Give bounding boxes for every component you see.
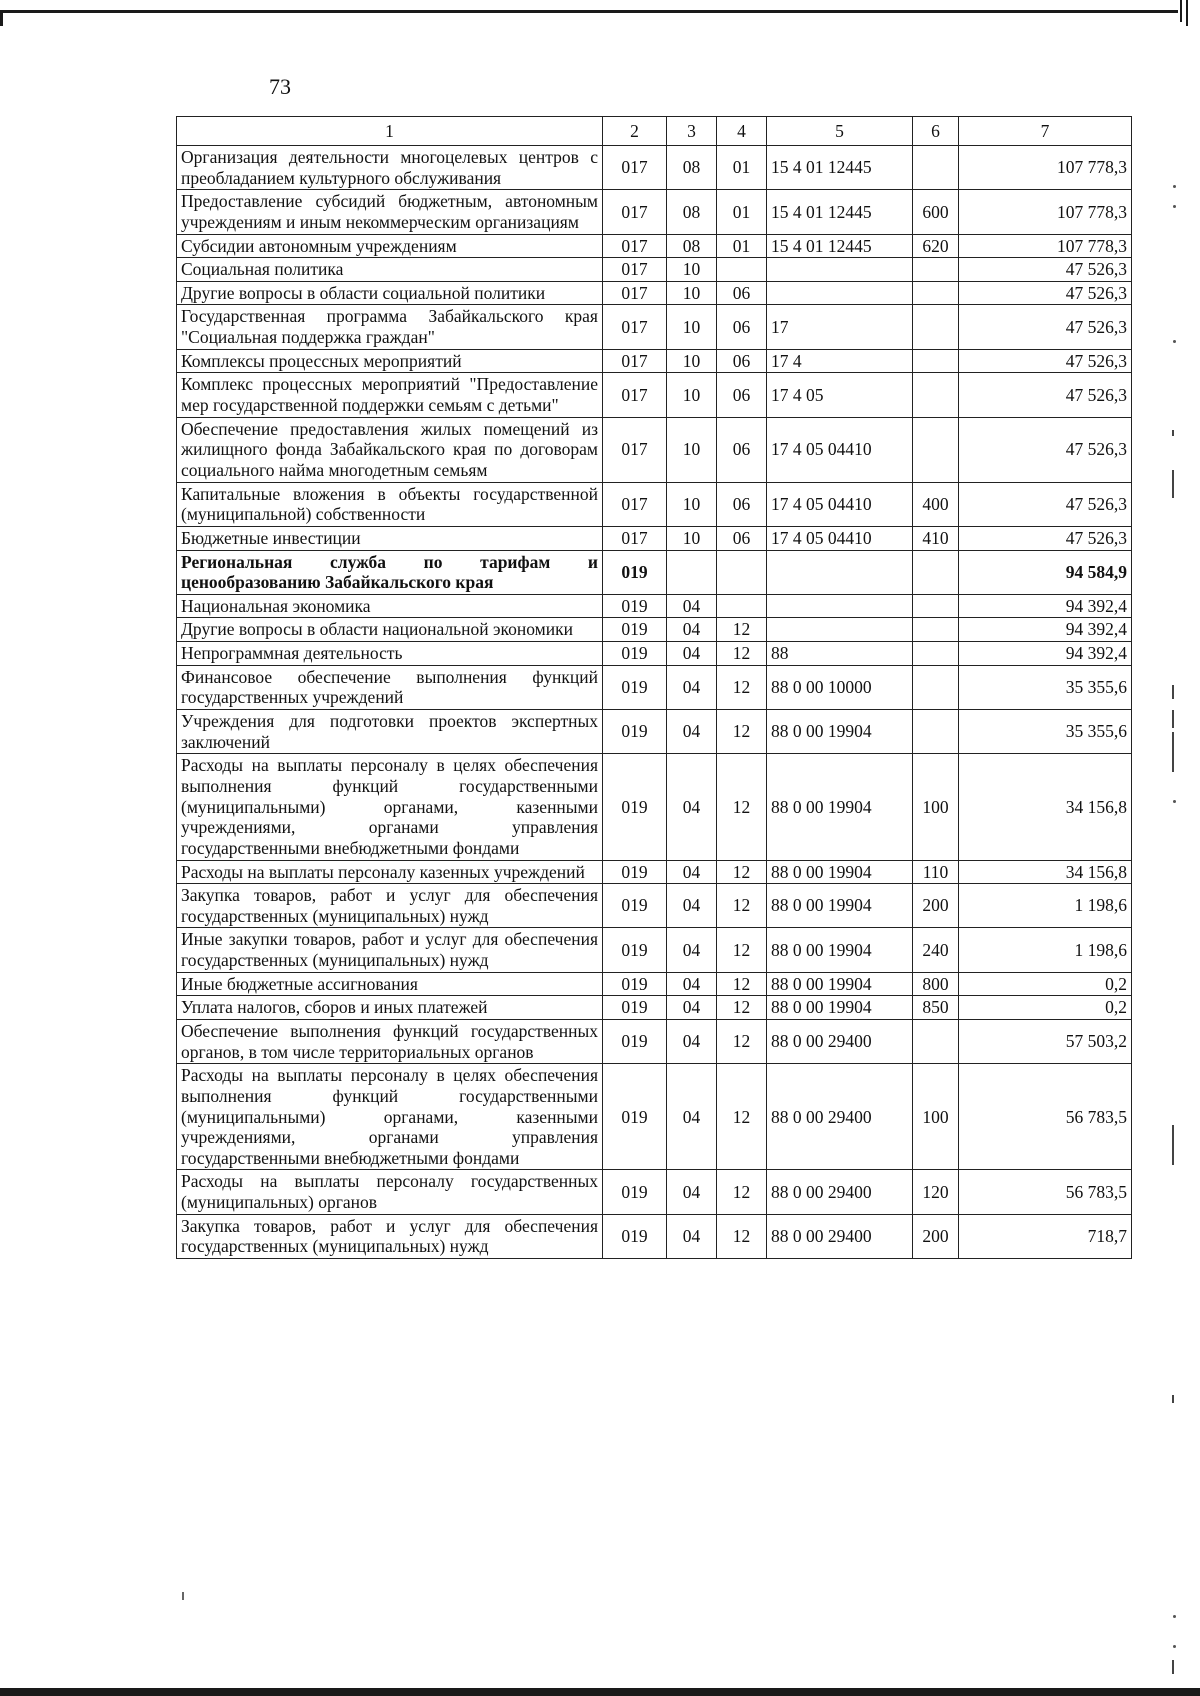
row-ministry-code-cell: 019 xyxy=(603,996,667,1020)
row-section-cell: 10 xyxy=(667,526,717,550)
row-expense-type-cell xyxy=(913,550,959,594)
row-ministry-code-cell: 019 xyxy=(603,1064,667,1170)
row-expense-type-cell xyxy=(913,305,959,349)
row-name-cell: Иные бюджетные ассигнования xyxy=(177,972,603,996)
table-row xyxy=(177,754,1132,860)
header-col-2: 2 xyxy=(603,117,667,146)
row-name-cell: Социальная политика xyxy=(177,258,603,282)
row-expense-type-cell: 600 xyxy=(913,190,959,234)
row-ministry-code-cell: 019 xyxy=(603,1019,667,1063)
table-row xyxy=(177,1019,1132,1063)
row-name-cell: Комплекс процессных мероприятий "Предоставление мер государственной поддержки семьям с детьми" xyxy=(177,373,603,417)
row-subsection-cell: 06 xyxy=(717,305,767,349)
table-row xyxy=(177,594,1132,618)
row-ministry-code-cell: 019 xyxy=(603,884,667,928)
row-amount-cell: 47 526,3 xyxy=(959,349,1132,373)
row-amount-cell: 47 526,3 xyxy=(959,526,1132,550)
row-subsection-cell: 12 xyxy=(717,996,767,1020)
row-section-cell: 04 xyxy=(667,1170,717,1214)
row-section-cell: 10 xyxy=(667,373,717,417)
row-name-cell: Уплата налогов, сборов и иных платежей xyxy=(177,996,603,1020)
row-expense-type-cell xyxy=(913,373,959,417)
table-row xyxy=(177,281,1132,305)
row-subsection-cell: 12 xyxy=(717,1019,767,1063)
row-target-item-cell: 17 4 05 04410 xyxy=(767,417,913,482)
row-expense-type-cell: 800 xyxy=(913,972,959,996)
table-row xyxy=(177,190,1132,234)
scan-artifact xyxy=(1173,205,1176,208)
header-col-6: 6 xyxy=(913,117,959,146)
row-expense-type-cell xyxy=(913,417,959,482)
header-col-5: 5 xyxy=(767,117,913,146)
row-amount-cell: 94 392,4 xyxy=(959,642,1132,666)
scan-artifact xyxy=(1172,685,1174,699)
row-target-item-cell xyxy=(767,258,913,282)
row-amount-cell: 1 198,6 xyxy=(959,928,1132,972)
row-subsection-cell: 12 xyxy=(717,1214,767,1258)
table-row xyxy=(177,417,1132,482)
row-section-cell: 04 xyxy=(667,710,717,754)
row-expense-type-cell: 110 xyxy=(913,860,959,884)
row-target-item-cell: 88 0 00 19904 xyxy=(767,928,913,972)
row-subsection-cell: 12 xyxy=(717,884,767,928)
row-amount-cell: 718,7 xyxy=(959,1214,1132,1258)
table-row xyxy=(177,642,1132,666)
table-row xyxy=(177,1064,1132,1170)
scan-artifact xyxy=(1173,185,1176,188)
row-target-item-cell: 88 0 00 19904 xyxy=(767,754,913,860)
table-row xyxy=(177,349,1132,373)
row-section-cell: 08 xyxy=(667,146,717,190)
row-expense-type-cell xyxy=(913,258,959,282)
row-ministry-code-cell: 019 xyxy=(603,928,667,972)
row-target-item-cell: 17 4 05 04410 xyxy=(767,482,913,526)
header-col-4: 4 xyxy=(717,117,767,146)
row-amount-cell: 94 584,9 xyxy=(959,550,1132,594)
table-row xyxy=(177,550,1132,594)
row-target-item-cell: 15 4 01 12445 xyxy=(767,146,913,190)
scan-artifact xyxy=(1172,1125,1174,1165)
row-subsection-cell: 12 xyxy=(717,642,767,666)
scan-artifact xyxy=(1172,710,1174,728)
row-name-cell: Расходы на выплаты персоналу казенных учреждений xyxy=(177,860,603,884)
row-expense-type-cell xyxy=(913,1019,959,1063)
row-expense-type-cell xyxy=(913,146,959,190)
row-target-item-cell: 17 4 xyxy=(767,349,913,373)
row-target-item-cell xyxy=(767,281,913,305)
table-row xyxy=(177,258,1132,282)
row-ministry-code-cell: 017 xyxy=(603,373,667,417)
row-ministry-code-cell: 019 xyxy=(603,972,667,996)
row-amount-cell: 47 526,3 xyxy=(959,281,1132,305)
budget-table xyxy=(176,116,1132,1259)
row-ministry-code-cell: 017 xyxy=(603,146,667,190)
row-subsection-cell: 12 xyxy=(717,665,767,709)
row-name-cell: Расходы на выплаты персоналу в целях обеспечения выполнения функций государственными (муниципальными) органами, казенными учреждениями, органами управления государственными внебюджетными фондами xyxy=(177,754,603,860)
scan-artifact xyxy=(1173,1645,1176,1648)
row-subsection-cell: 12 xyxy=(717,1064,767,1170)
table-row xyxy=(177,860,1132,884)
scan-border-right xyxy=(1186,0,1188,26)
row-amount-cell: 107 778,3 xyxy=(959,146,1132,190)
row-section-cell: 10 xyxy=(667,305,717,349)
row-name-cell: Обеспечение выполнения функций государственных органов, в том числе территориальных органов xyxy=(177,1019,603,1063)
row-name-cell: Бюджетные инвестиции xyxy=(177,526,603,550)
table-row xyxy=(177,972,1132,996)
row-name-cell: Расходы на выплаты персоналу государственных (муниципальных) органов xyxy=(177,1170,603,1214)
row-section-cell xyxy=(667,550,717,594)
table-row xyxy=(177,146,1132,190)
row-name-cell: Региональная служба по тарифам и ценообразованию Забайкальского края xyxy=(177,550,603,594)
row-name-cell: Предоставление субсидий бюджетным, автономным учреждениям и иным некоммерческим организациям xyxy=(177,190,603,234)
row-target-item-cell: 15 4 01 12445 xyxy=(767,190,913,234)
row-target-item-cell: 88 0 00 19904 xyxy=(767,710,913,754)
row-expense-type-cell: 100 xyxy=(913,754,959,860)
scan-artifact xyxy=(1172,470,1174,498)
row-subsection-cell: 12 xyxy=(717,860,767,884)
row-name-cell: Закупка товаров, работ и услуг для обеспечения государственных (муниципальных) нужд xyxy=(177,1214,603,1258)
row-amount-cell: 0,2 xyxy=(959,972,1132,996)
row-expense-type-cell xyxy=(913,665,959,709)
row-expense-type-cell xyxy=(913,710,959,754)
row-ministry-code-cell: 019 xyxy=(603,1214,667,1258)
table-row xyxy=(177,305,1132,349)
row-ministry-code-cell: 019 xyxy=(603,618,667,642)
row-amount-cell: 0,2 xyxy=(959,996,1132,1020)
row-section-cell: 10 xyxy=(667,281,717,305)
row-ministry-code-cell: 017 xyxy=(603,234,667,258)
row-section-cell: 10 xyxy=(667,258,717,282)
row-ministry-code-cell: 019 xyxy=(603,550,667,594)
row-amount-cell: 94 392,4 xyxy=(959,594,1132,618)
row-target-item-cell: 88 0 00 29400 xyxy=(767,1019,913,1063)
row-amount-cell: 34 156,8 xyxy=(959,754,1132,860)
table-row xyxy=(177,234,1132,258)
row-subsection-cell: 06 xyxy=(717,373,767,417)
row-section-cell: 08 xyxy=(667,234,717,258)
header-col-3: 3 xyxy=(667,117,717,146)
page-number: 73 xyxy=(269,74,291,99)
row-ministry-code-cell: 017 xyxy=(603,305,667,349)
row-expense-type-cell xyxy=(913,281,959,305)
row-ministry-code-cell: 019 xyxy=(603,642,667,666)
table-body xyxy=(177,146,1132,1259)
table-row xyxy=(177,1170,1132,1214)
row-target-item-cell: 88 0 00 19904 xyxy=(767,884,913,928)
row-subsection-cell: 12 xyxy=(717,928,767,972)
row-amount-cell: 47 526,3 xyxy=(959,482,1132,526)
row-expense-type-cell: 400 xyxy=(913,482,959,526)
scan-border-right-secondary xyxy=(1180,0,1182,22)
row-ministry-code-cell: 017 xyxy=(603,349,667,373)
row-target-item-cell: 88 0 00 29400 xyxy=(767,1064,913,1170)
row-name-cell: Субсидии автономным учреждениям xyxy=(177,234,603,258)
row-section-cell: 04 xyxy=(667,884,717,928)
row-ministry-code-cell: 017 xyxy=(603,190,667,234)
row-name-cell: Учреждения для подготовки проектов экспертных заключений xyxy=(177,710,603,754)
row-expense-type-cell: 240 xyxy=(913,928,959,972)
row-section-cell: 10 xyxy=(667,417,717,482)
row-ministry-code-cell: 017 xyxy=(603,417,667,482)
scan-border-top xyxy=(0,10,1178,13)
scan-border-bottom xyxy=(0,1688,1200,1696)
row-expense-type-cell: 100 xyxy=(913,1064,959,1170)
row-target-item-cell: 17 4 05 xyxy=(767,373,913,417)
row-section-cell: 04 xyxy=(667,642,717,666)
row-amount-cell: 57 503,2 xyxy=(959,1019,1132,1063)
page-number-wrapper xyxy=(0,74,1200,100)
row-name-cell: Другие вопросы в области социальной политики xyxy=(177,281,603,305)
row-section-cell: 04 xyxy=(667,972,717,996)
row-expense-type-cell xyxy=(913,349,959,373)
row-target-item-cell: 17 4 05 04410 xyxy=(767,526,913,550)
row-subsection-cell: 12 xyxy=(717,1170,767,1214)
table-row xyxy=(177,665,1132,709)
scan-artifact xyxy=(1173,1615,1176,1618)
table-row xyxy=(177,482,1132,526)
scan-border-left xyxy=(0,10,3,26)
row-expense-type-cell: 120 xyxy=(913,1170,959,1214)
row-ministry-code-cell: 017 xyxy=(603,281,667,305)
row-section-cell: 04 xyxy=(667,665,717,709)
row-section-cell: 04 xyxy=(667,996,717,1020)
row-amount-cell: 47 526,3 xyxy=(959,373,1132,417)
scan-artifact xyxy=(182,1592,184,1600)
row-section-cell: 04 xyxy=(667,1064,717,1170)
row-ministry-code-cell: 017 xyxy=(603,258,667,282)
row-subsection-cell: 01 xyxy=(717,190,767,234)
row-amount-cell: 34 156,8 xyxy=(959,860,1132,884)
row-section-cell: 10 xyxy=(667,482,717,526)
header-col-1: 1 xyxy=(177,117,603,146)
row-name-cell: Государственная программа Забайкальского края "Социальная поддержка граждан" xyxy=(177,305,603,349)
row-amount-cell: 107 778,3 xyxy=(959,234,1132,258)
row-name-cell: Непрограммная деятельность xyxy=(177,642,603,666)
row-expense-type-cell: 200 xyxy=(913,1214,959,1258)
table-header-row xyxy=(177,117,1132,146)
scan-artifact xyxy=(1173,340,1176,343)
row-name-cell: Иные закупки товаров, работ и услуг для обеспечения государственных (муниципальных) нужд xyxy=(177,928,603,972)
row-subsection-cell: 12 xyxy=(717,754,767,860)
row-subsection-cell xyxy=(717,550,767,594)
row-ministry-code-cell: 019 xyxy=(603,860,667,884)
row-subsection-cell: 06 xyxy=(717,349,767,373)
row-name-cell: Обеспечение предоставления жилых помещений из жилищного фонда Забайкальского края по договорам социального найма многодетным семьям xyxy=(177,417,603,482)
row-amount-cell: 47 526,3 xyxy=(959,417,1132,482)
row-amount-cell: 35 355,6 xyxy=(959,665,1132,709)
row-name-cell: Комплексы процессных мероприятий xyxy=(177,349,603,373)
row-target-item-cell: 88 0 00 19904 xyxy=(767,972,913,996)
row-expense-type-cell xyxy=(913,618,959,642)
row-subsection-cell: 12 xyxy=(717,618,767,642)
table-row xyxy=(177,618,1132,642)
row-section-cell: 04 xyxy=(667,754,717,860)
table-row xyxy=(177,996,1132,1020)
row-amount-cell: 47 526,3 xyxy=(959,258,1132,282)
row-amount-cell: 35 355,6 xyxy=(959,710,1132,754)
row-target-item-cell: 15 4 01 12445 xyxy=(767,234,913,258)
table-row xyxy=(177,373,1132,417)
row-section-cell: 10 xyxy=(667,349,717,373)
table-row xyxy=(177,526,1132,550)
row-name-cell: Капитальные вложения в объекты государственной (муниципальной) собственности xyxy=(177,482,603,526)
row-subsection-cell xyxy=(717,594,767,618)
row-target-item-cell: 88 0 00 19904 xyxy=(767,996,913,1020)
table-row xyxy=(177,884,1132,928)
row-ministry-code-cell: 019 xyxy=(603,710,667,754)
row-ministry-code-cell: 019 xyxy=(603,594,667,618)
row-amount-cell: 107 778,3 xyxy=(959,190,1132,234)
row-subsection-cell: 01 xyxy=(717,234,767,258)
row-section-cell: 04 xyxy=(667,860,717,884)
row-name-cell: Расходы на выплаты персоналу в целях обеспечения выполнения функций государственными (муниципальными) органами, казенными учреждениями, органами управления государственными внебюджетными фондами xyxy=(177,1064,603,1170)
row-target-item-cell: 88 0 00 29400 xyxy=(767,1214,913,1258)
row-expense-type-cell: 200 xyxy=(913,884,959,928)
row-subsection-cell: 12 xyxy=(717,710,767,754)
row-target-item-cell: 88 xyxy=(767,642,913,666)
row-section-cell: 08 xyxy=(667,190,717,234)
row-expense-type-cell: 620 xyxy=(913,234,959,258)
row-ministry-code-cell: 017 xyxy=(603,482,667,526)
row-expense-type-cell: 850 xyxy=(913,996,959,1020)
row-name-cell: Национальная экономика xyxy=(177,594,603,618)
row-subsection-cell: 06 xyxy=(717,417,767,482)
scan-artifact xyxy=(1172,732,1174,772)
row-subsection-cell: 01 xyxy=(717,146,767,190)
row-target-item-cell xyxy=(767,618,913,642)
row-ministry-code-cell: 019 xyxy=(603,1170,667,1214)
row-amount-cell: 94 392,4 xyxy=(959,618,1132,642)
row-ministry-code-cell: 019 xyxy=(603,754,667,860)
row-subsection-cell xyxy=(717,258,767,282)
row-target-item-cell: 88 0 00 29400 xyxy=(767,1170,913,1214)
row-expense-type-cell xyxy=(913,642,959,666)
header-col-7: 7 xyxy=(959,117,1132,146)
table-row xyxy=(177,1214,1132,1258)
scan-artifact xyxy=(1172,430,1174,436)
table-row xyxy=(177,710,1132,754)
row-target-item-cell xyxy=(767,550,913,594)
row-subsection-cell: 06 xyxy=(717,482,767,526)
row-expense-type-cell: 410 xyxy=(913,526,959,550)
row-name-cell: Организация деятельности многоцелевых центров с преобладанием культурного обслуживания xyxy=(177,146,603,190)
row-expense-type-cell xyxy=(913,594,959,618)
row-name-cell: Другие вопросы в области национальной экономики xyxy=(177,618,603,642)
row-section-cell: 04 xyxy=(667,1019,717,1063)
row-amount-cell: 47 526,3 xyxy=(959,305,1132,349)
row-ministry-code-cell: 019 xyxy=(603,665,667,709)
scan-artifact xyxy=(1172,1395,1174,1403)
row-target-item-cell xyxy=(767,594,913,618)
row-section-cell: 04 xyxy=(667,928,717,972)
row-section-cell: 04 xyxy=(667,1214,717,1258)
scan-artifact xyxy=(1172,1660,1174,1674)
row-target-item-cell: 88 0 00 19904 xyxy=(767,860,913,884)
row-name-cell: Закупка товаров, работ и услуг для обеспечения государственных (муниципальных) нужд xyxy=(177,884,603,928)
row-ministry-code-cell: 017 xyxy=(603,526,667,550)
row-target-item-cell: 88 0 00 10000 xyxy=(767,665,913,709)
row-subsection-cell: 06 xyxy=(717,281,767,305)
row-amount-cell: 56 783,5 xyxy=(959,1064,1132,1170)
row-amount-cell: 56 783,5 xyxy=(959,1170,1132,1214)
table-row xyxy=(177,928,1132,972)
row-section-cell: 04 xyxy=(667,594,717,618)
row-amount-cell: 1 198,6 xyxy=(959,884,1132,928)
row-subsection-cell: 12 xyxy=(717,972,767,996)
scan-artifact xyxy=(1173,800,1176,803)
row-target-item-cell: 17 xyxy=(767,305,913,349)
row-section-cell: 04 xyxy=(667,618,717,642)
row-name-cell: Финансовое обеспечение выполнения функций государственных учреждений xyxy=(177,665,603,709)
row-subsection-cell: 06 xyxy=(717,526,767,550)
